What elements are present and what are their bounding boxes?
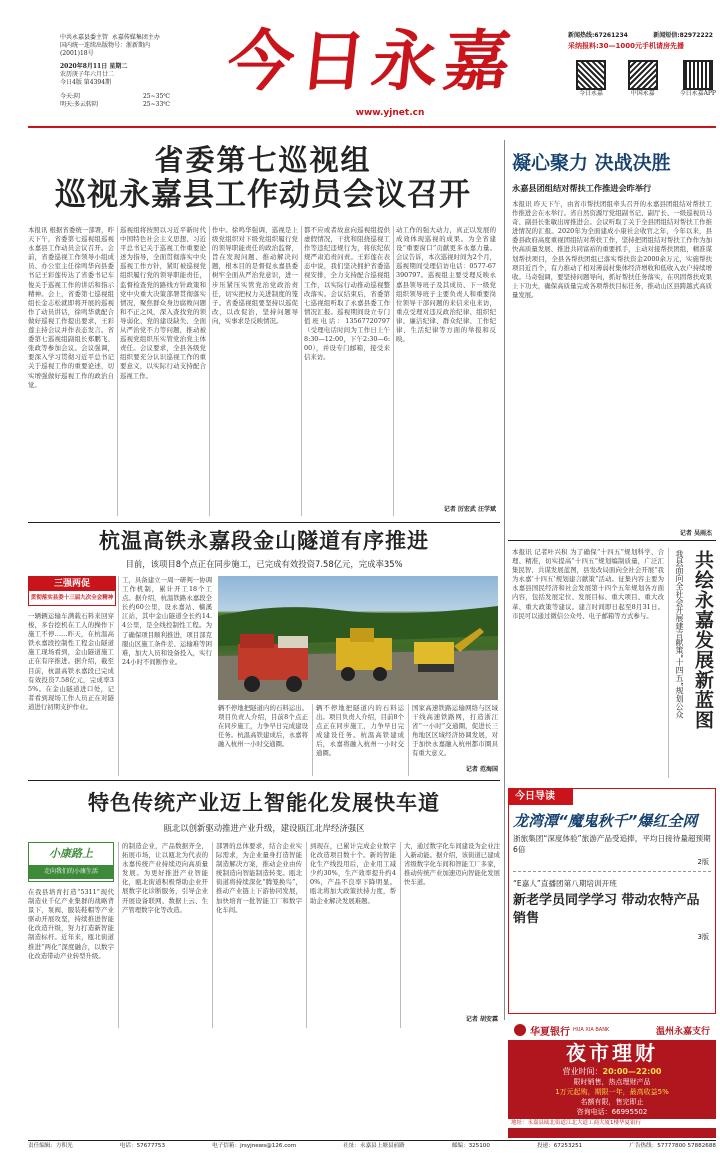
guide-headline-1[interactable]: 龙湾潭“魔鬼秋千”爆红全网 <box>513 812 698 830</box>
lead-col-2: 巡视组将按照以习近平新时代中国特色社会主义思想、习近平总书记关于巡视工作重要论述为指导，全面贯彻落实中央巡视工作方针，紧盯被巡视党组织履行党的领导职能责任，监督检查党的路线方针政策和党中央重大决策部署贯彻落实情况，聚焦群众身边腐败问题和不正之风，深入查找党的领导弱化、党的建设缺失、全面从严治党不力等问题，推动被巡视党组织压实管党治党主体责任。会议要求，全县各级党组织要充分认识巡视工作的重要意义，以实际行动支持配合巡视工作。 <box>120 226 206 380</box>
guide-page-1: 2版 <box>697 858 709 866</box>
industry-col-2: 的制造企业，产品数据齐全，拓展市场，让以瓯北为代表的永嘉传统产业持续迈向高质量发展。为更好推进产业智能化，瓯北街道积极帮助企业开展数字化诊断服务，引导企业开展设备联网、数据上云、生产管理数字化等改造。 <box>122 842 208 914</box>
tag-subtitle: 贯彻落实县委十三届九次全会精神 <box>30 595 114 601</box>
plan-subhead: 我县面向全社会开展建言献策“十四五”规划公众 <box>675 550 684 719</box>
lunar-date: 农历庚子年六月廿二 <box>60 71 115 79</box>
bank-name: 华夏银行 <box>530 1026 570 1038</box>
qr-code-icon <box>683 60 713 90</box>
section-rule <box>508 540 716 541</box>
org2: 永嘉传媒集团主办 <box>111 34 160 41</box>
ad-title: 夜市理财 <box>566 1041 658 1065</box>
lead-headline-2: 巡视永嘉县工作动员会议召开 <box>55 177 471 213</box>
right-top-byline: 记者 吴雨杰 <box>679 530 712 537</box>
page-count: 今日4版 <box>60 78 82 86</box>
ad-tel: 66995502 <box>611 1108 648 1116</box>
industry-col-3: 部署的总体要求，结合企业实际需求，为企业量身打造智能制造解决方案，推动企业由传统制造向智能制造转变。瓯北街道将持续深化“腾笼换鸟”，推动产业链上下游协同发展，加快培育一批智能工厂和数字化车间。 <box>216 842 302 914</box>
cn-label: 国内统一连续出版物号： <box>60 41 127 49</box>
column-rule <box>209 226 210 516</box>
column-rule <box>312 704 313 776</box>
lead-col-4: 都不应或者故意向巡视组提供虚假情况，干扰和阻挠巡视工作等违纪违规行为，将依纪依规严肃追责问责。王彩莲在表态中说，我们坚决拥护省委巡视安排，全力支持配合巡视组工作，以实际行动推动巡视整改落实。会议结束后，省委第七巡视组听取了永嘉县委工作情况汇报。巡视期间设立专门值班电话：13567720797（受理电话时间为工作日上午8:30—12:00，下午2:30—6:00），并设专门邮箱，接受来信来访。 <box>304 226 390 362</box>
weather-today-temp: 25~35℃ <box>142 92 170 100</box>
ad-address: 地址：永嘉县瓯北街道江北大道工商大厦1楼华夏银行 <box>508 1119 716 1128</box>
tunnel-photo <box>218 576 498 700</box>
qr-code-icon <box>628 60 658 90</box>
qr-3[interactable] <box>680 60 716 98</box>
right-top-subhead: 永嘉县团组结对帮扶工作推进会昨举行 <box>512 183 652 193</box>
industry-col-5: 大，通过数字化车间建设为企业注入新动能。据介绍，该街道已建成省级数字化车间和智能工厂多家，推动传统产业加速迈向智能化发展快车道。 <box>404 842 500 887</box>
tag-title: 三强两促 <box>29 577 115 591</box>
weekday: 星期二 <box>109 63 128 71</box>
tag-title: 小康路上 <box>49 847 93 860</box>
lead-byline: 记者 厉宏武 汪学斌 <box>443 506 496 513</box>
tunnel-subhead: 目前，该项目8个点正在同步施工，已完成有效投资7.58亿元，完成率35% <box>125 559 403 569</box>
column-rule <box>668 548 669 778</box>
today-guide-label: 今日导读 <box>509 789 573 805</box>
hotline-2: 新闻短信:82972222 <box>653 32 713 39</box>
tunnel-col-3b: 辆不停地把隧道内的石料运出。项目负责人介绍，目前8个点正在同步施工，力争早日完成建设任务。杭温高铁建成后，永嘉将融入杭州一小时交通圈。 <box>316 704 404 758</box>
tunnel-col-1: 一辆辆运输车满载石料来回穿梭，多台挖机在工人的操作下施工不停……昨天，在杭温高铁永嘉段控制性工程金山隧道施工现场看到，金山隧道施工正在有序推进。据介绍，截至目前，杭温高铁永嘉段已完成有效投资7.58亿元，完成率35%。在金山隧道进口处，记者看到现场工作人员正在对隧道进行初期支护作业。 <box>28 612 114 711</box>
footer-editor: 责任编辑：方积光 <box>28 1143 73 1149</box>
tag-subtitle: 走向我们的小康生活 <box>29 865 113 879</box>
footer <box>28 1143 716 1150</box>
lead-col-5: 动工作的强大动力，真正以发展的成效体现巡视的成果。为全省建设“重要窗口”贡献更多永嘉力量。会议告诉，本次巡视时间为2个月，巡视期间受理信访电话：0577-67390797。巡视组主要受理反映永嘉县领导班子及其成员、下一级党组织领导班子主要负责人和重要岗位领导干部问题的来信来电来访，重点受理对违反政治纪律、组织纪律、廉洁纪律、群众纪律、工作纪律、生活纪律等方面的举报和反映。 <box>396 226 496 344</box>
weather-today: 今天:阴 <box>60 92 81 100</box>
footer-zip: 邮编：325100 <box>451 1143 490 1149</box>
footer-phone: 电话：57677753 <box>119 1143 166 1149</box>
tunnel-column-tag <box>28 576 116 606</box>
website[interactable]: www.yjnet.cn <box>355 108 425 118</box>
ad-tel-label: 咨询电话： <box>576 1108 612 1116</box>
weather-tomorrow-temp: 25~33℃ <box>142 100 170 108</box>
qr-row <box>576 60 716 98</box>
ad-header <box>508 1020 716 1040</box>
tunnel-col-2: 工，具备建立一周一研判一协调工作机制，累计开工18个工点。据介绍，杭温铁路永嘉段全长约60公里，设永嘉站、楠溪江站，其中金山隧道全长约14.4公里，是全线控制性工程。为了确保项目顺利推进，项目部克服山区施工条件差、运输难等困难，加大人员和设备投入，实行24小时不间断作业。 <box>122 576 212 666</box>
footer-email: 电子信箱：jrsyjnews@126.com <box>212 1143 297 1149</box>
industry-col-1: 在我县培育打造“5311”现代制造业千亿产业集群的战略背景下，泵阀、服装鞋帽等产业驱动开展攻坚，持续推进智能化改造升级，努力打造新智能制造标杆。近年来，瓯北街道推进“两化”深度融合，以数字化改造带动产业转型升级。 <box>28 888 114 960</box>
industry-byline: 记者 胡安霖 <box>465 1016 498 1023</box>
column-rule <box>118 842 119 1028</box>
guide-page-2: 3版 <box>697 933 709 941</box>
column-rule <box>306 842 307 1028</box>
masthead-rule <box>28 126 716 128</box>
column-rule <box>301 226 302 516</box>
ad-line-3: 名额有限，售完即止 <box>580 1098 644 1106</box>
qr-3-label: 今日永嘉APP <box>679 90 716 97</box>
ad-time-label: 营业时间： <box>562 1067 603 1076</box>
bank-logo-icon <box>514 1024 526 1036</box>
guide-pre-2: “E嘉人”直播团第八期培训开班 <box>513 879 617 888</box>
plan-body: 本报讯 记者叶兴积 为了确保“十四五”规划科学、合理、精准，切实提高“十四五”规划编制质量，广泛汇集民智、共谋发展蓝图，县发改局面向全社会开展“我为永嘉‘十四五’规划建言献策”活动。征集内容主要为永嘉县国民经济和社会发展第十四个五年规划各方面内容，包括发展定位、发展目标、重大项目、重大改革、重大政策等建议。建言时间即日起至8月31日。市民可以通过微信公众号、电子邮箱等方式参与。 <box>512 548 664 620</box>
tunnel-headline: 杭温高铁永嘉段金山隧道有序推进 <box>99 529 429 553</box>
right-top-headline: 凝心聚力 决战决胜 <box>512 152 671 174</box>
qr-2[interactable] <box>628 60 658 98</box>
guide-sub-1: 浙旅集团“深度体验”旅游产品受追捧，平均日接待量超预期6倍 <box>513 834 711 854</box>
section-rule <box>28 522 500 523</box>
hotline-1: 新闻热线:67261234 <box>568 32 628 39</box>
construction-site-icon <box>218 576 498 700</box>
tunnel-byline: 记者 范海国 <box>465 766 498 773</box>
industry-col-4: 到现在，已累计完成企业数字化改造项目数十个。新的智能化生产线投用后，企业用工减少约30%，生产效率提升约40%，产品不良率下降明显。瓯北将加大政策扶持力度，帮助企业解决发展难题。 <box>310 842 396 905</box>
industry-subhead: 瓯北以创新驱动推进产业升级，建设瓯江北岸经济强区 <box>163 823 365 833</box>
bank-branch: 温州永嘉支行 <box>655 1026 710 1037</box>
industry-headline: 特色传统产业迈上智能化发展快车道 <box>88 791 440 815</box>
industry-column-tag <box>28 842 114 882</box>
section-rule <box>28 780 500 781</box>
org1: 中共永嘉县委主管 <box>60 34 109 41</box>
lead-col-3: 作中。徐鸣华强调，巡视是上级党组织对下级党组织履行党的领导职能责任的政治监督，旨在发现问题、推动解决问题，根本目的是督促永嘉县委树牢全面从严治党意识，进一步压紧压实管党治党政治责任，切实把权力关进制度的笼子。省委巡视组要坚持以巡促改，以改促治，坚持问题导向，实事求是反映情况。 <box>212 226 298 325</box>
issue-number: 第4394期 <box>83 78 112 86</box>
ad-line-2: 1万元起购，期限一年，最高收益5% <box>555 1088 669 1096</box>
guide-headline-2[interactable]: 新老学员同学学习 带动农特产品销售 <box>513 893 700 926</box>
column-rule <box>118 576 119 776</box>
right-top-body: 本报讯 昨天下午，由省市帮扶团组牵头召开的永嘉县团组结对帮扶工作推进会在永举行。省自然资源厅党组副书记、副厅长、一级巡视员马奇、副县长张敏出席推进会。会议听取了关于全县团组结对帮扶工作推进情况的汇报。2020年为全面建成小康社会收官之年，今年以来，县委县政府高度重视团组结对帮扶工作，坚持把团组结对帮扶工作作为加快高质量发展、推进共同富裕的重要抓手，主动对接帮扶团组，精准谋划帮扶项目，全县各帮扶团组已落实帮扶资金2000余万元，实施帮扶项目近百个，有力推动了相对薄弱村集体经济增收和低收入农户持续增收。马奇强调，要坚持问题导向，抓好帮扶任务落实，在巩固帮扶成果上下功夫，确保高质量完成各项帮扶目标任务，推动山区县跨越式高质量发展。 <box>512 200 712 299</box>
column-rule <box>408 704 409 776</box>
newspaper-title: 今日永嘉 <box>223 22 521 100</box>
lead-headline-1: 省委第七巡视组 <box>154 143 372 177</box>
column-rule <box>393 226 394 516</box>
cn-number: 浙新期内(2001)18号 <box>60 41 151 57</box>
bank-name-en: HUA XIA BANK <box>573 1027 610 1033</box>
today-guide-box <box>508 788 716 1014</box>
lead-col-1: 本报讯 根据省委统一部署，昨天下午，省委第七巡视组巡视永嘉县工作动员会议召开。会前，省委巡视工作领导小组成员、办公室主任徐鸣华向县委书记王彩莲传达了省委书记车俊关于巡视工作的讲话和指示精神。会上，省委第七巡视组组长金志松就即将开展的巡视作了动员讲话，徐鸣华就配合做好巡视工作提出要求，王彩莲主持会议并作表态发言。省委第七巡视组副组长郑鹏飞、张政等参加会议。会议强调，要深入学习贯彻习近平总书记关于巡视工作的重要论述，切实增强做好巡视工作的政治自觉。 <box>28 226 114 389</box>
qr-code-icon <box>576 60 606 90</box>
ad-time: 20:00—22:00 <box>602 1067 662 1076</box>
footer-delivery: 投递：67253251 <box>536 1143 583 1149</box>
footer-ad-hotline: 广告热线：57777800 57882688 <box>629 1143 716 1149</box>
tunnel-col-3: 辆不停地把隧道内的石料运出。项目负责人介绍，目前8个点正在同步施工，力争早日完成建设任务。杭温高铁建成后，永嘉将融入杭州一小时交通圈。 <box>218 704 308 749</box>
qr-1[interactable] <box>576 60 606 98</box>
main-column-rule <box>504 140 505 1020</box>
qr-1-label: 今日永嘉 <box>578 90 603 97</box>
column-rule <box>117 226 118 516</box>
qr-2-label: 中国永嘉 <box>630 90 655 97</box>
reward-text: 采纳报料:30—1000元手机请房先播 <box>568 41 685 50</box>
bank-ad[interactable] <box>508 1020 716 1138</box>
issue-date: 2020年8月11日 <box>60 63 108 71</box>
footer-address: 社址：永嘉县上塘县前路 <box>343 1143 405 1149</box>
footer-rule <box>28 1140 716 1141</box>
masthead-info <box>60 34 170 108</box>
tunnel-col-4: 国家高速铁路运输网络与区域干线高速铁路网，打造浙江省“一小时”交通圈，促进长三角地区区域经济协调发展，对于加快永嘉融入杭州都市圈具有重大意义。 <box>412 704 498 758</box>
ad-line-1: 限时销售，热点理财产品 <box>573 1078 651 1086</box>
hotline-box <box>568 32 713 51</box>
column-rule <box>212 842 213 1028</box>
weather-tomorrow: 明天:多云转阴 <box>60 100 99 108</box>
plan-headline: 共绘永嘉发展新蓝图 <box>692 550 714 730</box>
column-rule <box>400 842 401 1028</box>
